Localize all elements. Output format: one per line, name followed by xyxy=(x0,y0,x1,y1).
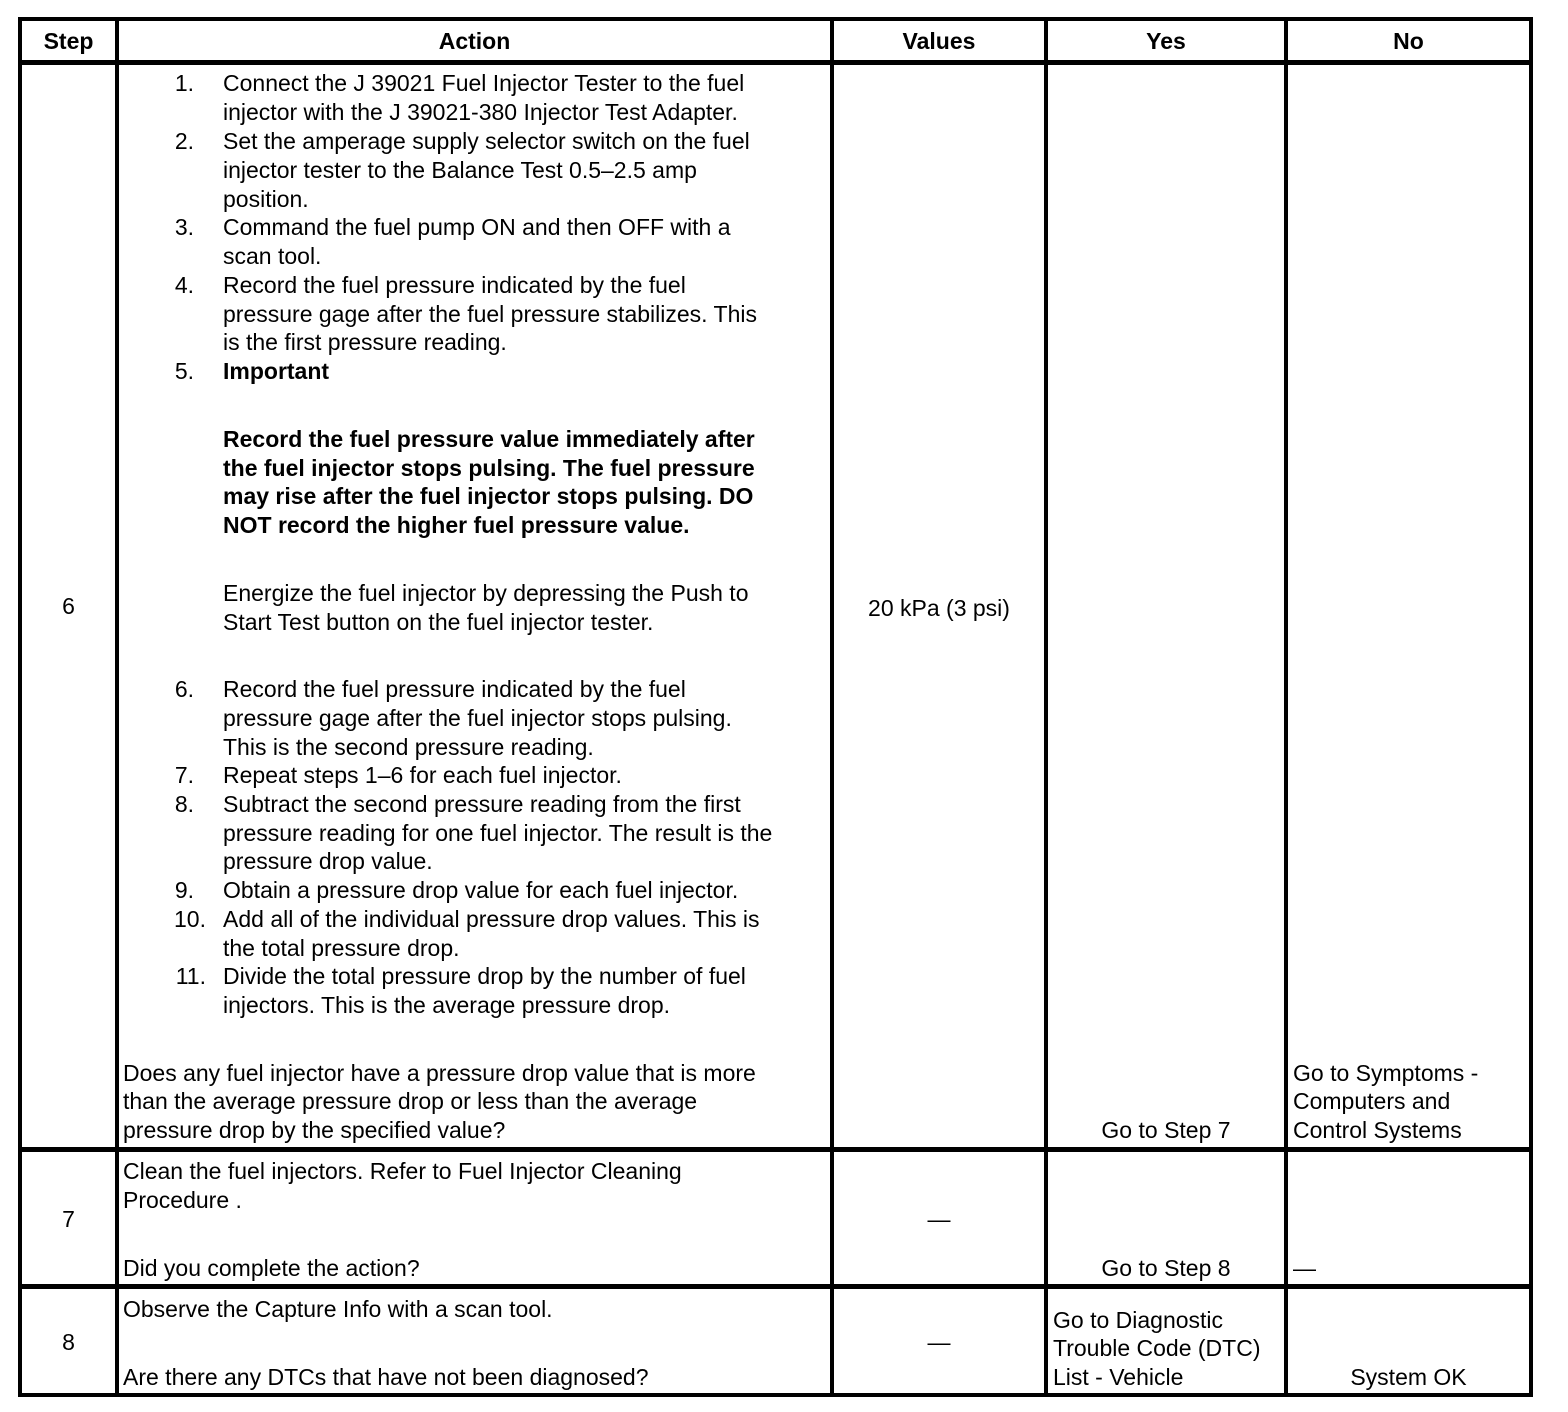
list-item-text: scan tool. xyxy=(223,243,322,269)
list-item-number: 4. xyxy=(174,272,194,298)
list-item-text: is the first pressure reading. xyxy=(223,329,507,355)
question-text: pressure drop by the specified value? xyxy=(123,1117,506,1143)
action-text: Observe the Capture Info with a scan tool. xyxy=(123,1296,553,1322)
list-item-number: 11. xyxy=(175,963,206,989)
header-values: Values xyxy=(902,28,976,54)
yes-link-text: Go to Diagnostic xyxy=(1053,1307,1224,1333)
important-label: Important xyxy=(223,358,330,384)
list-item-number: 8. xyxy=(174,791,194,817)
question-text: than the average pressure drop or less than the average xyxy=(123,1088,698,1114)
list-item-number: 6. xyxy=(174,676,194,702)
list-item-text: Connect the J 39021 Fuel Injector Tester to the fuel xyxy=(223,70,745,96)
no-link-text: Control Systems xyxy=(1293,1117,1462,1143)
list-item-text: position. xyxy=(223,186,309,212)
step-number: 8 xyxy=(62,1329,75,1355)
important-text: the fuel injector stops pulsing. The fuel pressure xyxy=(223,455,755,481)
list-item-text: Obtain a pressure drop value for each fuel injector. xyxy=(223,877,739,903)
no-link-text: Go to Symptoms - xyxy=(1293,1060,1479,1086)
list-item-text: Record the fuel pressure indicated by the fuel xyxy=(223,272,686,298)
value-cell: 20 kPa (3 psi) xyxy=(868,595,1010,621)
header-action: Action xyxy=(438,28,511,54)
list-item-text: Add all of the individual pressure drop values. This is xyxy=(223,906,760,932)
list-item-text: Divide the total pressure drop by the number of fuel xyxy=(223,963,746,989)
no-value: System OK xyxy=(1350,1364,1467,1390)
list-item-text: injector tester to the Balance Test 0.5–2.5 amp xyxy=(223,157,697,183)
question-text: Does any fuel injector have a pressure drop value that is more xyxy=(123,1060,756,1086)
list-item-text: Subtract the second pressure reading from the first xyxy=(223,791,741,817)
header-divider xyxy=(18,60,1533,65)
yes-link-text: List - Vehicle xyxy=(1053,1364,1184,1390)
table-border-top xyxy=(18,17,1533,21)
yes-link[interactable]: Go to Step 7 xyxy=(1101,1117,1231,1143)
list-item-number: 9. xyxy=(174,877,194,903)
energize-text: Start Test button on the fuel injector tester. xyxy=(223,609,654,635)
step-number: 6 xyxy=(62,593,75,619)
list-item-text: Record the fuel pressure indicated by the fuel xyxy=(223,676,686,702)
no-value: — xyxy=(1293,1255,1316,1281)
header-no: No xyxy=(1393,28,1424,54)
list-item-text: injector with the J 39021-380 Injector Test Adapter. xyxy=(223,99,738,125)
list-item-text: Repeat steps 1–6 for each fuel injector. xyxy=(223,762,622,788)
table-border-right xyxy=(1529,17,1533,1397)
list-item-number: 7. xyxy=(174,762,194,788)
list-item-number: 2. xyxy=(174,128,194,154)
header-yes: Yes xyxy=(1146,28,1186,54)
list-item-text: Set the amperage supply selector switch on the fuel xyxy=(223,128,750,154)
action-text: Procedure . xyxy=(123,1187,242,1213)
question-text: Did you complete the action? xyxy=(123,1255,420,1281)
value-cell: — xyxy=(927,1329,951,1355)
list-item-text: This is the second pressure reading. xyxy=(223,734,594,760)
important-text: Record the fuel pressure value immediately after xyxy=(223,426,755,452)
action-text: Clean the fuel injectors. Refer to Fuel Injector Cleaning xyxy=(123,1158,682,1184)
row-divider-7-8 xyxy=(18,1284,1533,1289)
list-item-text: pressure reading for one fuel injector. The result is the xyxy=(223,820,773,846)
step-number: 7 xyxy=(62,1206,75,1232)
list-item-text: pressure gage after the fuel injector stops pulsing. xyxy=(223,705,732,731)
col-divider-yes xyxy=(1284,17,1288,1397)
list-item-text: pressure gage after the fuel pressure stabilizes. This xyxy=(223,301,757,327)
value-cell: — xyxy=(927,1206,951,1232)
energize-text: Energize the fuel injector by depressing the Push to xyxy=(223,580,749,606)
header-step: Step xyxy=(43,28,94,54)
list-item-number: 3. xyxy=(174,214,194,240)
table-border-bottom xyxy=(18,1393,1533,1397)
list-item-text: injectors. This is the average pressure drop. xyxy=(223,992,671,1018)
list-item-number: 1. xyxy=(174,70,194,96)
list-item-text: pressure drop value. xyxy=(223,848,433,874)
list-item-number: 10. xyxy=(174,906,206,932)
col-divider-action xyxy=(830,17,834,1397)
list-item-number: 5. xyxy=(174,358,194,384)
important-text: may rise after the fuel injector stops pulsing. DO xyxy=(223,483,754,509)
col-divider-values xyxy=(1044,17,1048,1397)
important-text: NOT record the higher fuel pressure value. xyxy=(223,512,690,538)
yes-link[interactable]: Go to Step 8 xyxy=(1101,1255,1231,1281)
no-link-text: Computers and xyxy=(1293,1088,1451,1114)
yes-link-text: Trouble Code (DTC) xyxy=(1053,1335,1261,1361)
list-item-text: Command the fuel pump ON and then OFF with a xyxy=(223,214,731,240)
col-divider-step xyxy=(115,17,119,1397)
question-text: Are there any DTCs that have not been diagnosed? xyxy=(123,1364,649,1390)
list-item-text: the total pressure drop. xyxy=(223,935,460,961)
table-border-left xyxy=(18,17,22,1397)
row-divider-6-7 xyxy=(18,1147,1533,1152)
